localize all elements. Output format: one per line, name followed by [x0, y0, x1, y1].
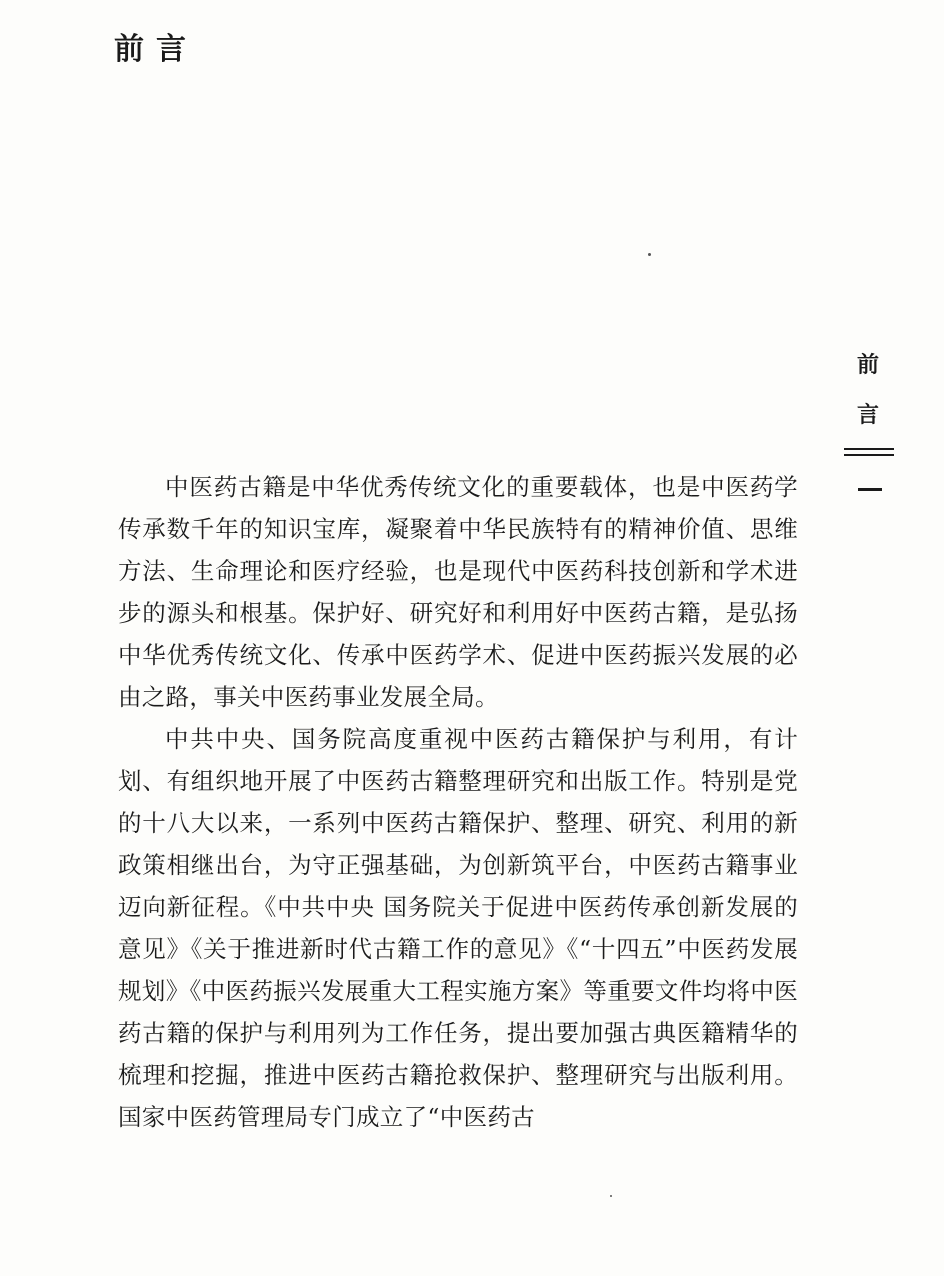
paragraph-1: 中医药古籍是中华优秀传统文化的重要载体，也是中医药学传承数千年的知识宝库，凝聚着中华民族特有的精神价值、思维方法、生命理论和医疗经验，也是现代中医药科技创新和学术进步的源头和根基。保护好、研究好和利用好中医药古籍，是弘扬中华优秀传统文化、传承中医药学术、促进中医药振兴发展的必由之路，事关中医药事业发展全局。	[118, 473, 798, 711]
paragraph-2: 中共中央、国务院高度重视中医药古籍保护与利用，有计划、有组织地开展了中医药古籍整理研究和出版工作。特别是党的十八大以来，一系列中医药古籍保护、整理、研究、利用的新政策相继出台，为守正强基础，为创新筑平台，中医药古籍事业迈向新征程。《中共中央 国务院关于促进中医药传承创新发展的意见》《关于推进新时代古籍工作的意见》《“十四五”中医药发展规划》《中医药振兴发展重大工程实施方案》等重要文件均将中医药古籍的保护与利用列为工作任务，提出要加强古典医籍精华的梳理和挖掘，推进中医药古籍抢救保护、整理研究与出版利用。国家中医药管理局专门成立了“中医药古	[118, 725, 798, 1131]
side-rule-top	[844, 448, 894, 450]
print-speck	[610, 1195, 612, 1197]
side-running-head-char-1: 前	[856, 352, 879, 378]
page-number	[858, 488, 882, 491]
print-speck	[648, 253, 651, 256]
side-running-head-char-2: 言	[856, 402, 879, 428]
body-text	[118, 466, 798, 1138]
side-rule-bottom	[844, 454, 894, 456]
page-title: 前言	[114, 32, 198, 67]
